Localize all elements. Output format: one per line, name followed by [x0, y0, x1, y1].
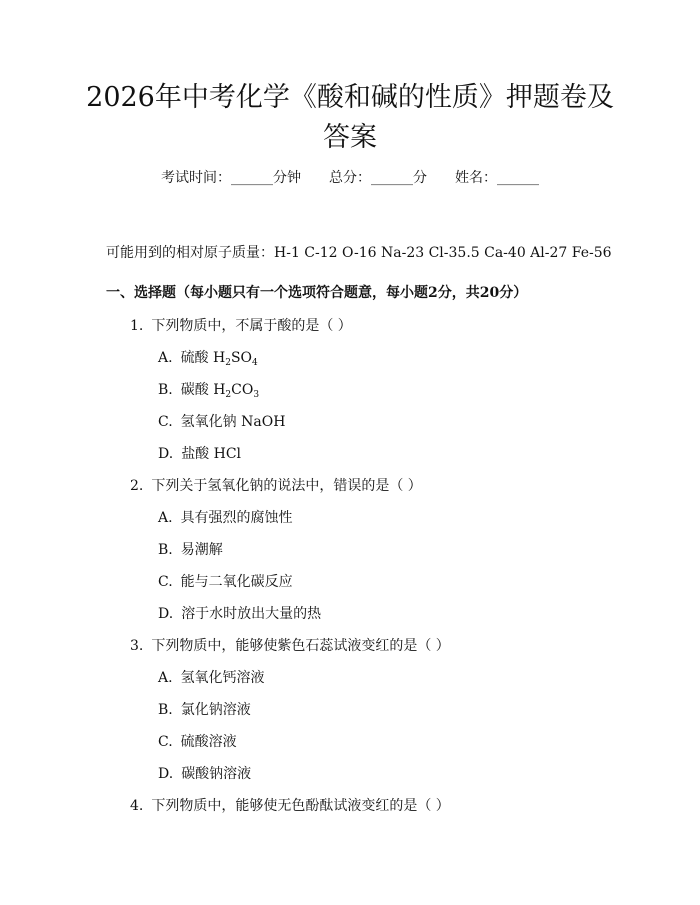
question-number: 4.: [130, 798, 144, 814]
exam-info: [0, 168, 700, 188]
option-key: B.: [158, 702, 173, 718]
question-text: 下列物质中，能够使紫色石蕊试液变红的是（ ）: [151, 638, 450, 654]
option-key: D.: [158, 606, 174, 622]
option-c: [130, 732, 640, 764]
question-number: 3.: [130, 638, 144, 654]
option-text: 硫酸溶液: [180, 734, 237, 750]
option-text: 氢氧化钠 NaOH: [180, 414, 286, 430]
option-text: 碳酸钠溶液: [181, 766, 252, 782]
question-number: 1.: [130, 318, 144, 334]
question-2: [130, 476, 640, 508]
question-1: [130, 316, 640, 348]
option-key: C.: [158, 574, 173, 590]
option-a: [130, 348, 640, 380]
option-b: [130, 540, 640, 572]
option-a: [130, 508, 640, 540]
chemical-formula: $H_2CO_3$: [213, 382, 260, 400]
option-text: 易潮解: [180, 542, 223, 558]
option-b: [130, 380, 640, 412]
option-b: [130, 700, 640, 732]
exam-name: 姓名：______: [455, 170, 539, 186]
document-title: [60, 78, 640, 158]
question-number: 2.: [130, 478, 144, 494]
option-key: C.: [158, 734, 173, 750]
option-key: D.: [158, 446, 174, 462]
option-key: A.: [158, 350, 173, 366]
option-text: 氢氧化钙溶液: [180, 670, 265, 686]
question-4: [130, 796, 640, 828]
option-key: A.: [158, 670, 173, 686]
option-c: [130, 412, 640, 444]
question-3: [130, 636, 640, 668]
exam-time: 考试时间：______分钟: [161, 170, 301, 186]
option-text: 溶于水时放出大量的热: [181, 606, 322, 622]
option-key: C.: [158, 414, 173, 430]
section-heading: 一、选择题（每小题只有一个选项符合题意，每小题2分，共20分）: [106, 285, 528, 301]
option-d: [130, 604, 640, 636]
option-text: 硫酸: [180, 350, 214, 366]
option-key: D.: [158, 766, 174, 782]
option-d: [130, 444, 640, 476]
option-text: 盐酸 HCl: [181, 446, 242, 462]
exam-score: 总分：______分: [329, 170, 427, 186]
option-text: 能与二氧化碳反应: [180, 574, 293, 590]
option-d: [130, 764, 640, 796]
option-a: [130, 668, 640, 700]
title-line-2: 答案: [323, 122, 377, 153]
question-text: 下列关于氢氧化钠的说法中，错误的是（ ）: [151, 478, 422, 494]
title-line-1: 2026年中考化学《酸和碱的性质》押题卷及: [86, 82, 614, 113]
question-text: 下列物质中，不属于酸的是（ ）: [151, 318, 352, 334]
option-text: 碳酸: [180, 382, 214, 398]
atomic-masses: 可能用到的相对原子质量：H-1 C-12 O-16 Na-23 Cl-35.5 Ca-40 Al-27 Fe-56: [106, 245, 612, 261]
option-key: B.: [158, 542, 173, 558]
question-text: 下列物质中，能够使无色酚酞试液变红的是（ ）: [151, 798, 450, 814]
question-list: [130, 316, 640, 828]
chemical-formula: $H_2SO_4$: [213, 350, 258, 368]
option-text: 氯化钠溶液: [180, 702, 251, 718]
option-text: 具有强烈的腐蚀性: [180, 510, 293, 526]
option-c: [130, 572, 640, 604]
option-key: B.: [158, 382, 173, 398]
option-key: A.: [158, 510, 173, 526]
